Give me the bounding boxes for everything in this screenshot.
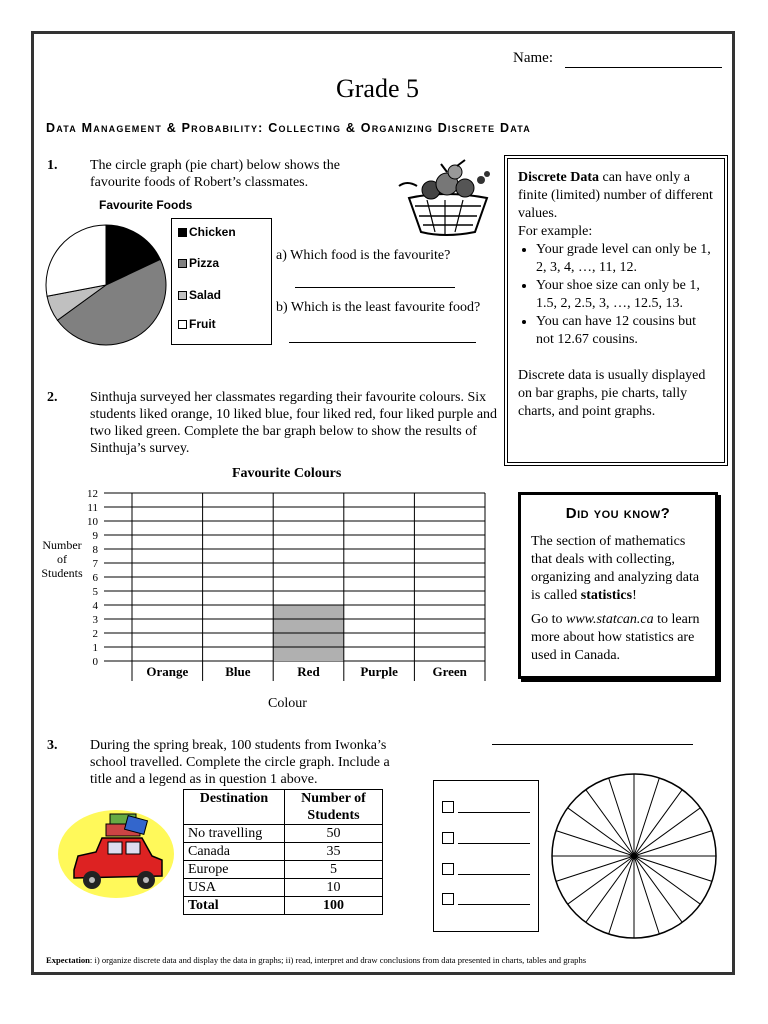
legend-item-fruit: Fruit: [178, 317, 216, 331]
discrete-data-box: [504, 155, 728, 466]
page-subtitle: Data Management & Probability: Collecting & Organizing Discrete Data: [46, 121, 531, 135]
y-tick-label: 6: [92, 572, 98, 584]
pie-slice-fruit: [46, 225, 106, 296]
q1a-text: a) Which food is the favourite?: [276, 248, 451, 263]
q1-chart-title: Favourite Foods: [99, 198, 193, 212]
q1-number: 1.: [47, 158, 58, 173]
blank-circle-graph[interactable]: [550, 772, 718, 940]
table-row: USA 10: [184, 879, 383, 897]
y-tick-label: 5: [92, 586, 98, 598]
bar-chart-xlabel: Colour: [268, 696, 307, 711]
did-you-know-box: [518, 492, 718, 679]
did-you-know-title: Did you know?: [565, 505, 671, 522]
colours-bar-chart[interactable]: [80, 480, 495, 690]
x-tick-label: Purple: [360, 664, 398, 679]
y-tick-label: 12: [87, 488, 98, 500]
table-row: Canada 35: [184, 843, 383, 861]
y-tick-label: 4: [92, 600, 98, 612]
x-tick-label: Green: [432, 664, 467, 679]
table-header: Destination: [184, 790, 285, 825]
legend-entry[interactable]: [442, 801, 530, 813]
legend-item-salad: Salad: [178, 288, 221, 302]
example-item: • Your grade level can only be 1, 2, 3, 4, …, 11, 12.: [536, 241, 716, 277]
for-example-label: For example:: [518, 224, 593, 239]
q2-text: Sinthuja surveyed her classmates regarding their favourite colours. Six students liked orange, 10 liked blue, four liked red, four liked purple and two liked green. Complete the bar graph below to show the results of Sinthuja’s survey.: [90, 390, 498, 456]
y-tick-label: 9: [92, 530, 98, 542]
checkbox[interactable]: [442, 832, 454, 844]
car-with-luggage-icon: [56, 808, 176, 900]
y-tick-label: 7: [92, 558, 98, 570]
foods-pie-chart: [44, 221, 170, 349]
q3-title-line[interactable]: [492, 744, 693, 745]
legend-entry[interactable]: [442, 863, 530, 875]
y-tick-label: 3: [92, 614, 98, 626]
x-tick-label: Orange: [146, 664, 189, 679]
q1a-answer-line[interactable]: [295, 287, 455, 288]
q3-number: 3.: [47, 738, 58, 753]
foods-legend: [171, 218, 272, 345]
checkbox[interactable]: [442, 893, 454, 905]
example-item: • You can have 12 cousins but not 12.67 cousins.: [536, 313, 716, 349]
destination-table: [183, 789, 383, 915]
name-label: Name:: [513, 50, 553, 66]
legend-item-pizza: Pizza: [178, 256, 219, 270]
q3-legend-box: [433, 780, 539, 932]
q3-text: During the spring break, 100 students from Iwonka’s school travelled. Complete the circle graph. Include a title and a legend as in question 1 above.: [90, 738, 390, 787]
did-you-know-text: The section of mathematics that deals with collecting, organizing and analyzing data is called statistics!: [531, 534, 700, 603]
legend-entry[interactable]: [442, 832, 530, 844]
x-tick-label: Blue: [225, 664, 251, 679]
circle-center: [631, 853, 637, 859]
discrete-data-term: Discrete Data: [518, 170, 599, 185]
statcan-link[interactable]: www.statcan.ca: [566, 612, 654, 627]
q2-number: 2.: [47, 390, 58, 405]
y-tick-label: 11: [87, 502, 98, 514]
name-field[interactable]: [565, 67, 722, 68]
legend-entry[interactable]: [442, 893, 530, 905]
discrete-display-text: Discrete data is usually displayed on bar graphs, pie charts, tally charts, and point graphs.: [518, 368, 706, 419]
table-row: Europe 5: [184, 861, 383, 879]
discrete-data-definition: can have only a finite (limited) number of different values.: [518, 170, 713, 221]
bar-chart-title: Favourite Colours: [232, 466, 342, 481]
table-row: No travelling 50: [184, 825, 383, 843]
q1b-text: b) Which is the least favourite food?: [276, 300, 481, 315]
y-tick-label: 1: [92, 642, 98, 654]
example-item: • Your shoe size can only be 1, 1.5, 2, 2.5, 3, …, 12.5, 13.: [536, 277, 716, 313]
table-header: Number of Students: [285, 790, 383, 825]
did-you-know-link-text: Go to www.statcan.ca to learn more about how statistics are used in Canada.: [531, 612, 700, 663]
y-tick-label: 8: [92, 544, 98, 556]
checkbox[interactable]: [442, 863, 454, 875]
q1-text: The circle graph (pie chart) below shows the favourite foods of Robert’s classmates.: [90, 158, 340, 190]
expectation-footer: Expectation: i) organize discrete data and display the data in graphs; ii) read, interpret and draw conclusions from data presented in charts, tables and graphs: [46, 955, 587, 965]
page-title: Grade 5: [336, 74, 420, 103]
checkbox[interactable]: [442, 801, 454, 813]
y-tick-label: 10: [87, 516, 98, 528]
bar-chart-ylabel: Number of Students: [41, 538, 83, 580]
legend-item-chicken: Chicken: [178, 225, 236, 239]
x-tick-label: Red: [297, 664, 320, 679]
y-tick-label: 0: [92, 656, 98, 668]
table-total-row: Total 100: [184, 897, 383, 915]
q1b-answer-line[interactable]: [289, 342, 476, 343]
y-tick-label: 2: [92, 628, 98, 640]
fruit-basket-icon: [395, 158, 497, 240]
